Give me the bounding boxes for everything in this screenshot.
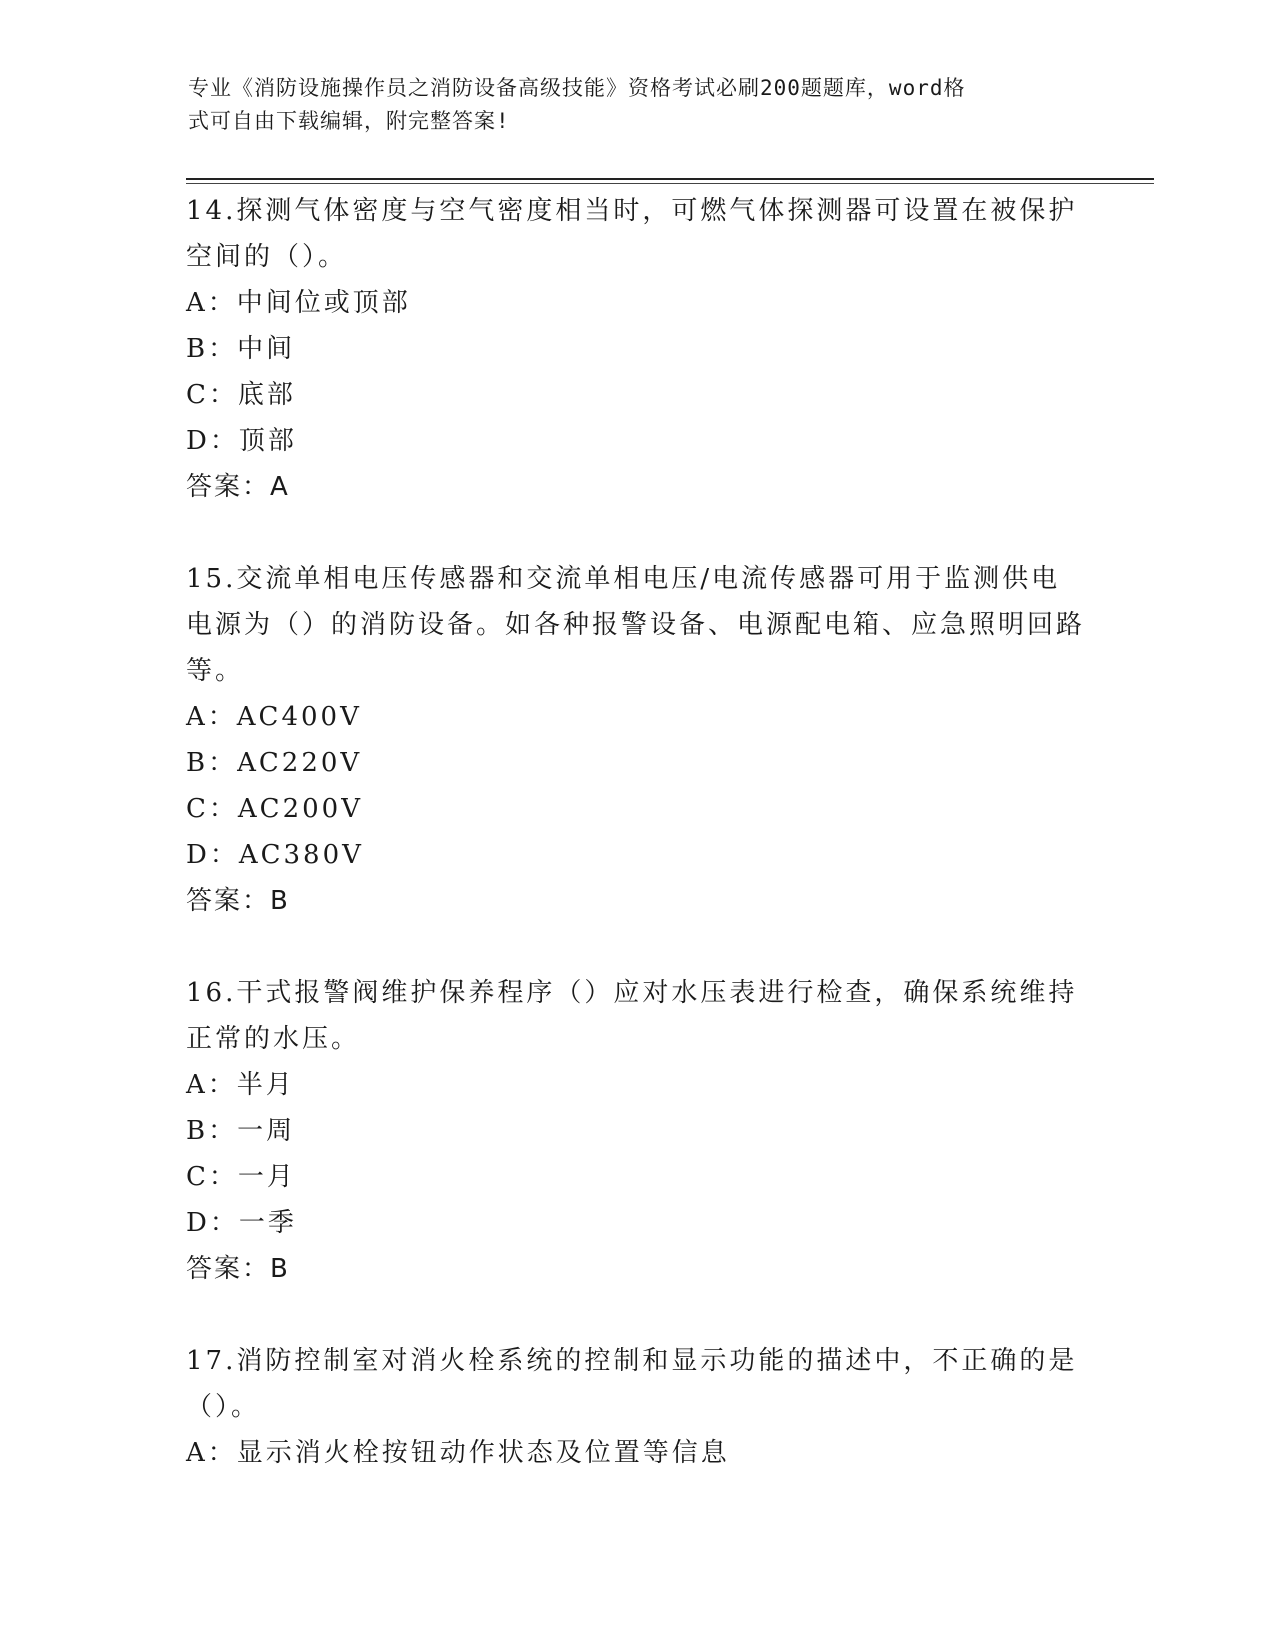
question-text: 17.消防控制室对消火栓系统的控制和显示功能的描述中，不正确的是（）。 bbox=[186, 1346, 1078, 1422]
question-15 bbox=[186, 556, 1086, 924]
option-a: A：半月 bbox=[186, 1070, 295, 1100]
option-a: A：中间位或顶部 bbox=[186, 288, 411, 318]
question-text: 15.交流单相电压传感器和交流单相电压/电流传感器可用于监测供电电源为（）的消防设备。如各种报警设备、电源配电箱、应急照明回路等。 bbox=[186, 564, 1086, 686]
option-a: A：AC400V bbox=[186, 702, 362, 732]
option-a: A：显示消火栓按钮动作状态及位置等信息 bbox=[186, 1438, 730, 1468]
option-b: B：中间 bbox=[186, 334, 296, 364]
question-list bbox=[186, 188, 1086, 1522]
header-line-2: 式可自由下载编辑，附完整答案! bbox=[188, 109, 510, 133]
document-header bbox=[188, 72, 1068, 138]
question-16 bbox=[186, 970, 1086, 1292]
header-line-1: 专业《消防设施操作员之消防设备高级技能》资格考试必刷200题题库，word格 bbox=[188, 76, 966, 100]
answer: 答案：B bbox=[186, 1254, 290, 1284]
answer: 答案：A bbox=[186, 472, 290, 502]
question-text: 16.干式报警阀维护保养程序（）应对水压表进行检查，确保系统维持正常的水压。 bbox=[186, 978, 1078, 1054]
option-b: B：AC220V bbox=[186, 748, 363, 778]
header-divider-thick bbox=[186, 178, 1154, 180]
option-c: C：一月 bbox=[186, 1162, 296, 1192]
question-text: 14.探测气体密度与空气密度相当时，可燃气体探测器可设置在被保护空间的（）。 bbox=[186, 196, 1078, 272]
question-17 bbox=[186, 1338, 1086, 1476]
option-c: C：底部 bbox=[186, 380, 296, 410]
question-14 bbox=[186, 188, 1086, 510]
option-b: B：一周 bbox=[186, 1116, 296, 1146]
option-c: C：AC200V bbox=[186, 794, 363, 824]
header-divider-thin bbox=[186, 183, 1154, 184]
option-d: D：一季 bbox=[186, 1208, 297, 1238]
answer: 答案：B bbox=[186, 886, 290, 916]
option-d: D：AC380V bbox=[186, 840, 364, 870]
option-d: D：顶部 bbox=[186, 426, 297, 456]
